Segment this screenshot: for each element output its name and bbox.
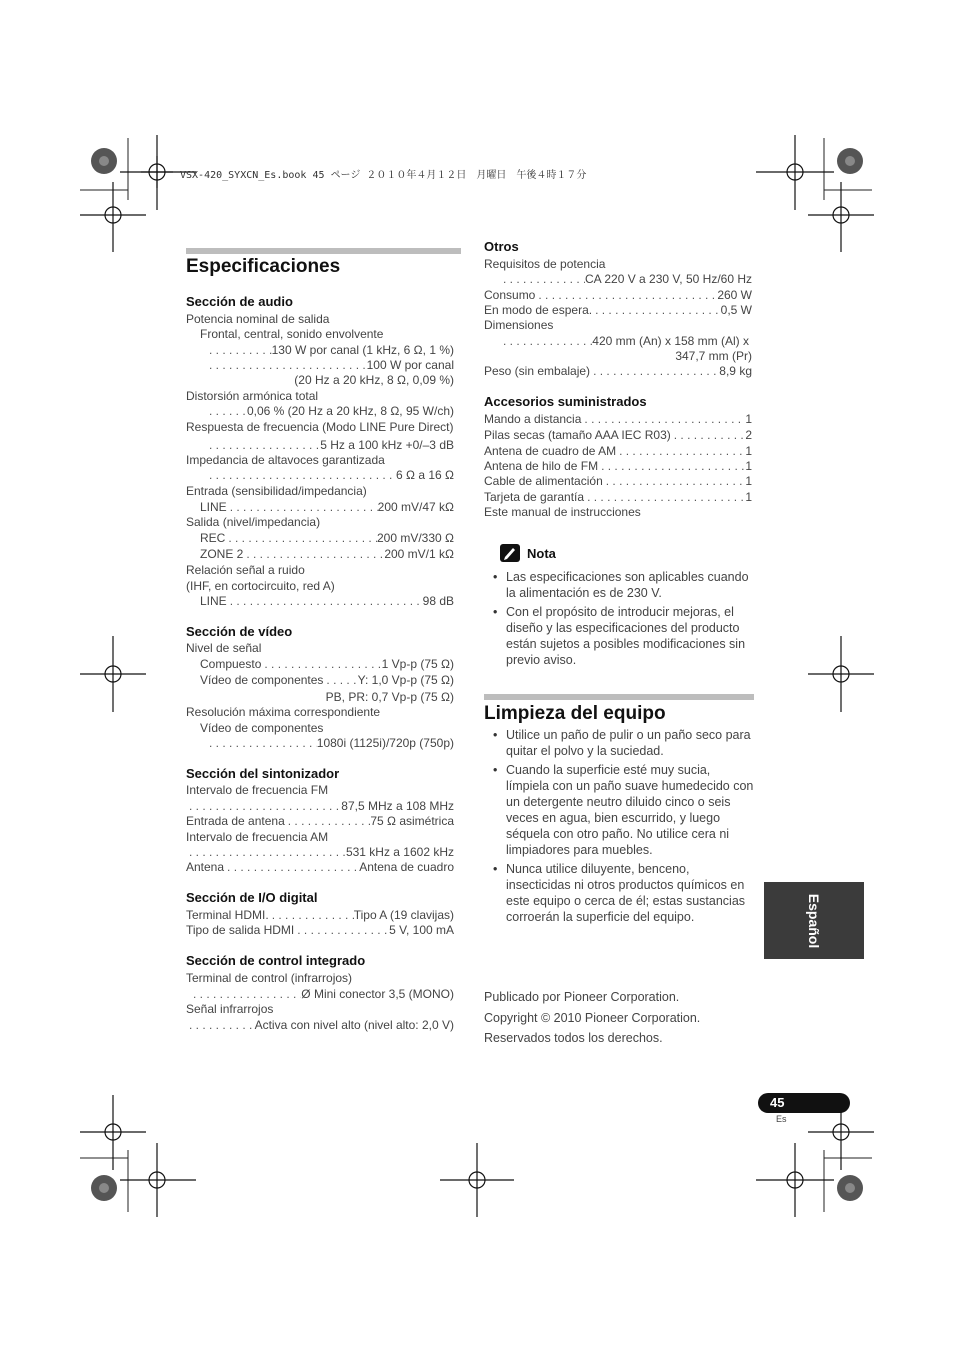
spec-line: Tipo de salida HDMI . . . 5 V, 100 mA <box>186 923 454 938</box>
list-item: • Las especificaciones son aplicables cuando la alimentación es de 230 V. <box>484 569 754 601</box>
spec-line: REC . . . 200 mV/330 Ω <box>200 531 454 546</box>
copyright-line: Copyright © 2010 Pioneer Corporation. <box>484 1011 701 1025</box>
spec-line: . . . 1080i (1125i)/720p (750p) <box>206 736 454 751</box>
spec-line: . . . Ø Mini conector 3,5 (MONO) <box>190 987 454 1002</box>
spec-line: Intervalo de frecuencia FM <box>186 783 329 797</box>
otros-heading: Otros <box>484 239 519 254</box>
accessory-item: Antena de hilo de FM . . . 1 <box>484 459 752 474</box>
spec-line: LINE . . . 98 dB <box>200 594 454 609</box>
spec-line: (IHF, en cortocircuito, red A) <box>186 579 335 593</box>
spec-line: Impedancia de altavoces garantizada <box>186 453 385 467</box>
spec-line: Señal infrarrojos <box>186 1002 274 1016</box>
spec-line: En modo de espera. . . . 0,5 W <box>484 303 752 318</box>
list-item: • Con el propósito de introducir mejoras, el diseño y las especificaciones del producto están sujetos a posibles modificaciones sin previo aviso. <box>484 604 754 668</box>
accessory-item: Pilas secas (tamaño AAA IEC R03) . . . 2 <box>484 428 752 443</box>
spec-line: Intervalo de frecuencia AM <box>186 830 329 844</box>
spec-line: Potencia nominal de salida <box>186 312 330 326</box>
spec-line: . . . 531 kHz a 1602 kHz <box>186 845 454 860</box>
spec-line: Resolución máxima correspondiente <box>186 705 381 719</box>
spec-line: Requisitos de potencia <box>484 257 606 271</box>
spec-line: . . . CA 220 V a 230 V, 50 Hz/60 Hz <box>500 272 752 287</box>
accessory-item: Mando a distancia . . . 1 <box>484 412 752 427</box>
spec-line: ZONE 2 . . . 200 mV/1 kΩ <box>200 547 454 562</box>
tuner-heading: Sección del sintonizador <box>186 766 340 781</box>
spec-line: . . . 87,5 MHz a 108 MHz <box>186 799 454 814</box>
control-heading: Sección de control integrado <box>186 953 366 968</box>
book-header: VSX-420_SYXCN_Es.book 45 ページ ２０１０年４月１２日 月曜日 午後４時１７分 <box>180 170 587 181</box>
spec-line: Nivel de señal <box>186 641 262 655</box>
spec-line: Entrada (sensibilidad/impedancia) <box>186 484 367 498</box>
rights-line: Reservados todos los derechos. <box>484 1031 663 1045</box>
spec-line: . . . Activa con nivel alto (nivel alto: 2,0 V) <box>186 1018 454 1033</box>
spec-line: Antena . . . Antena de cuadro <box>186 860 454 875</box>
spec-line: 347,7 mm (Pr) <box>675 349 752 363</box>
page-title: Especificaciones <box>186 256 341 277</box>
note-label: Nota <box>527 546 556 561</box>
spec-line: Vídeo de componentes . . . Y: 1,0 Vp-p (75 Ω) <box>200 673 454 688</box>
spec-line: PB, PR: 0,7 Vp-p (75 Ω) <box>325 690 454 704</box>
spec-line: . . . 6 Ω a 16 Ω <box>206 468 454 483</box>
spec-line: Compuesto . . . 1 Vp-p (75 Ω) <box>200 657 454 672</box>
spec-line: . . . 420 mm (An) x 158 mm (Al) x <box>500 334 749 349</box>
spec-line: Consumo . . . 260 W <box>484 288 752 303</box>
digital-heading: Sección de I/O digital <box>186 890 318 905</box>
section-bar <box>484 694 754 700</box>
spec-line: Peso (sin embalaje) . . . 8,9 kg <box>484 364 752 379</box>
spec-line: Terminal de control (infrarrojos) <box>186 971 353 985</box>
spec-line: LINE . . . 200 mV/47 kΩ <box>200 500 454 515</box>
page-language: Es <box>776 1114 787 1124</box>
accessory-item: Este manual de instrucciones <box>484 505 641 519</box>
accessory-item: Tarjeta de garantía . . . 1 <box>484 490 752 505</box>
spec-line: Relación señal a ruido <box>186 563 305 577</box>
spec-line: Salida (nivel/impedancia) <box>186 515 321 529</box>
accessories-heading: Accesorios suministrados <box>484 394 647 409</box>
note-pencil-icon <box>500 544 520 562</box>
spec-line: Vídeo de componentes <box>200 721 324 735</box>
section-bar <box>186 248 461 254</box>
list-item: • Cuando la superficie esté muy sucia, límpiela con un paño suave humedecido con un detergente neutro diluido cinco o seis veces en agua, bien escurrido, y luego séquela con otro paño. No utilice cera ni limpiadores para muebles. <box>484 762 754 858</box>
cleaning-title: Limpieza del equipo <box>484 703 666 724</box>
language-tab: Español <box>764 882 864 959</box>
publisher-line: Publicado por Pioneer Corporation. <box>484 990 680 1004</box>
spec-line: . . . 100 W por canal <box>206 358 454 373</box>
page-number-badge <box>758 1093 850 1113</box>
page-number: 45 <box>770 1095 785 1110</box>
spec-line: Frontal, central, sonido envolvente <box>200 327 384 341</box>
spec-line: Dimensiones <box>484 318 554 332</box>
spec-line: . . . 130 W por canal (1 kHz, 6 Ω, 1 %) <box>206 343 454 358</box>
spec-line: . . . 5 Hz a 100 kHz +0/–3 dB <box>206 438 454 453</box>
accessory-item: Cable de alimentación . . . 1 <box>484 474 752 489</box>
note-list <box>484 569 754 671</box>
audio-heading: Sección de audio <box>186 294 293 309</box>
spec-line: . . . 0,06 % (20 Hz a 20 kHz, 8 Ω, 95 W/ch) <box>206 404 454 419</box>
spec-line: Terminal HDMI. . . . Tipo A (19 clavijas) <box>186 908 454 923</box>
list-item: • Utilice un paño de pulir o un paño seco para quitar el polvo y la suciedad. <box>484 727 754 759</box>
accessory-item: Antena de cuadro de AM . . . 1 <box>484 444 752 459</box>
spec-line: (20 Hz a 20 kHz, 8 Ω, 0,09 %) <box>294 373 454 387</box>
video-heading: Sección de vídeo <box>186 624 293 639</box>
spec-line: Entrada de antena . . . 75 Ω asimétrica <box>186 814 454 829</box>
spec-line: Respuesta de frecuencia (Modo LINE Pure Direct) <box>186 420 454 434</box>
list-item: • Nunca utilice diluyente, benceno, insecticidas ni otros productos químicos en este equipo o cerca de él; estas sustancias corroerán la superficie del equipo. <box>484 861 754 925</box>
spec-line: Distorsión armónica total <box>186 389 319 403</box>
cleaning-list <box>484 727 754 928</box>
